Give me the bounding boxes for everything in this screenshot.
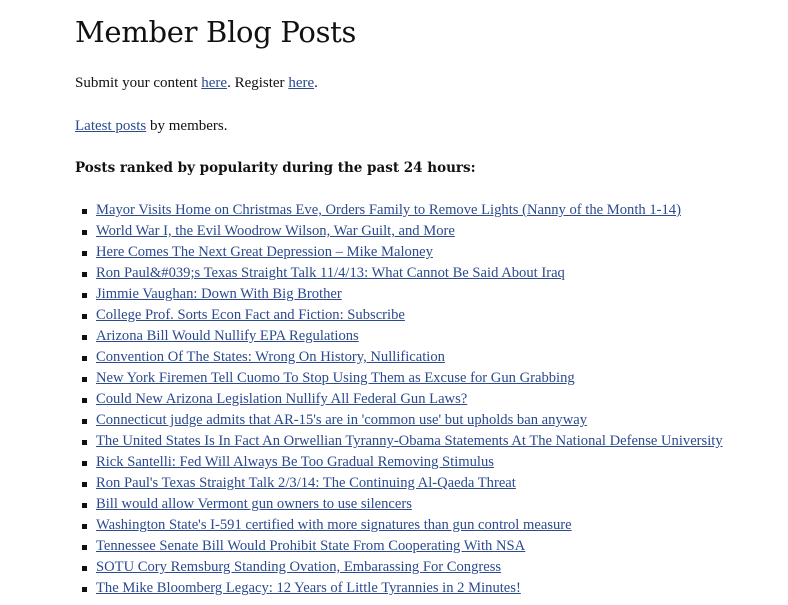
post-link[interactable]: Ron Paul's Texas Straight Talk 2/3/14: The Continuing Al-Qaeda Threat: [96, 475, 516, 491]
list-item: [96, 536, 788, 557]
list-item: [96, 347, 788, 368]
list-item: [96, 452, 788, 473]
register-text: . Register: [227, 75, 289, 91]
latest-posts-text: by members.: [146, 118, 228, 134]
post-link[interactable]: Ron Paul&#039;s Texas Straight Talk 11/4/13: What Cannot Be Said About Iraq: [96, 265, 565, 281]
latest-posts-link[interactable]: Latest posts: [75, 118, 147, 134]
post-link[interactable]: College Prof. Sorts Econ Fact and Fiction: Subscribe: [96, 307, 405, 323]
list-item: [96, 557, 788, 578]
register-link[interactable]: here: [288, 75, 315, 91]
list-item: [96, 431, 788, 452]
post-link[interactable]: Tennessee Senate Bill Would Prohibit State From Cooperating With NSA: [96, 538, 526, 554]
post-link[interactable]: Connecticut judge admits that AR-15's are in 'common use' but upholds ban anyway: [96, 412, 588, 428]
list-item: [96, 368, 788, 389]
post-link[interactable]: Here Comes The Next Great Depression – Mike Maloney: [96, 244, 433, 260]
post-link[interactable]: Rick Santelli: Fed Will Always Be Too Gradual Removing Stimulus: [96, 454, 494, 470]
post-link[interactable]: World War I, the Evil Woodrow Wilson, War Guilt, and More: [96, 223, 455, 239]
post-link[interactable]: SOTU Cory Remsburg Standing Ovation, Embarassing For Congress: [96, 559, 502, 575]
post-link[interactable]: Mayor Visits Home on Christmas Eve, Orders Family to Remove Lights (Nanny of the Month 1-14): [96, 202, 681, 218]
post-list: [75, 200, 788, 599]
post-link[interactable]: Washington State's I-591 certified with more signatures than gun control measure: [96, 517, 572, 533]
submit-paragraph: [75, 73, 788, 93]
list-item: [96, 284, 788, 305]
list-item: [96, 389, 788, 410]
submit-content-link[interactable]: here: [201, 75, 228, 91]
post-link[interactable]: The United States Is In Fact An Orwellian Tyranny-Obama Statements At The National Defense University: [96, 433, 723, 449]
list-item: [96, 578, 788, 599]
latest-paragraph: [75, 116, 788, 136]
list-item: [96, 410, 788, 431]
list-item: [96, 263, 788, 284]
list-item: [96, 515, 788, 536]
list-item: [96, 494, 788, 515]
post-link[interactable]: New York Firemen Tell Cuomo To Stop Using Them as Excuse for Gun Grabbing: [96, 370, 575, 386]
post-link[interactable]: Bill would allow Vermont gun owners to use silencers: [96, 496, 412, 512]
ranked-heading: Posts ranked by popularity during the past 24 hours:: [75, 160, 476, 176]
post-link[interactable]: Arizona Bill Would Nullify EPA Regulations: [96, 328, 359, 344]
list-item: [96, 200, 788, 221]
post-link[interactable]: Could New Arizona Legislation Nullify All Federal Gun Laws?: [96, 391, 468, 407]
period-text: .: [314, 75, 318, 91]
submit-text: Submit your content: [75, 75, 202, 91]
post-link[interactable]: Jimmie Vaughan: Down With Big Brother: [96, 286, 342, 302]
list-item: [96, 473, 788, 494]
list-item: [96, 221, 788, 242]
list-item: [96, 242, 788, 263]
page-title: Member Blog Posts: [75, 15, 357, 49]
post-link[interactable]: The Mike Bloomberg Legacy: 12 Years of Little Tyrannies in 2 Minutes!: [96, 580, 521, 596]
list-item: [96, 326, 788, 347]
list-item: [96, 305, 788, 326]
post-link[interactable]: Convention Of The States: Wrong On History, Nullification: [96, 349, 445, 365]
